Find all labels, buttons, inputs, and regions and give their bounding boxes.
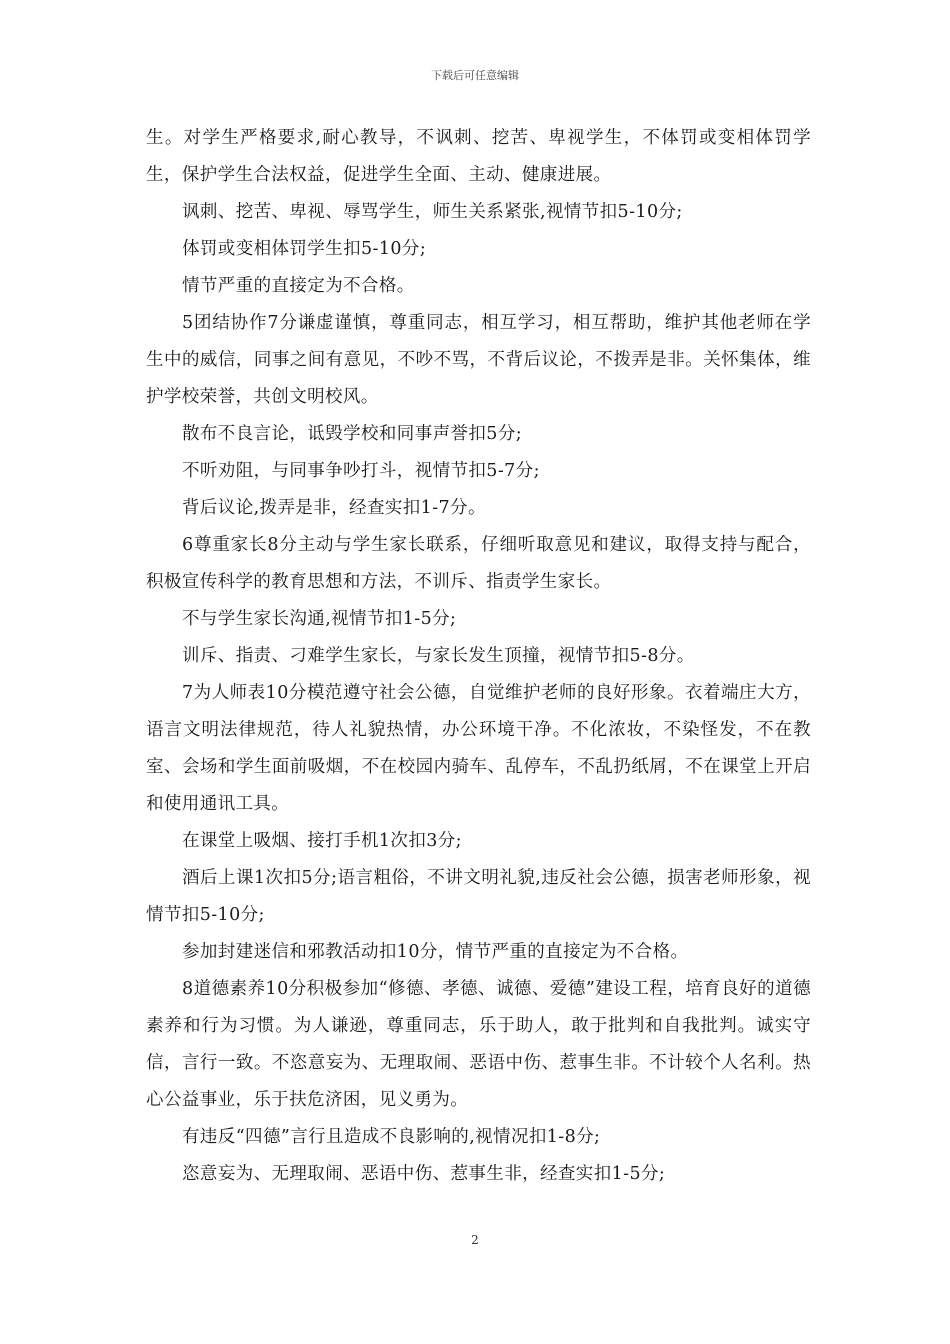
document-body: [146, 120, 811, 1193]
paragraph: 体罚或变相体罚学生扣5-10分;: [182, 239, 427, 259]
paragraph: 讽刺、挖苦、卑视、辱骂学生，师生关系紧张,视情节扣5-10分;: [182, 202, 683, 222]
section-paragraph-6: 6尊重家长8分主动与学生家长联系，仔细听取意见和建议，取得支持与配合，积极宣传科学的教育思想和方法，不训斥、指责学生家长。: [146, 535, 811, 592]
section-paragraph-8: 8道德素养10分积极参加“修德、孝德、诚德、爱德”建设工程，培育良好的道德素养和行为习惯。为人谦逊，尊重同志，乐于助人，敢于批判和自我批判。诚实守信，言行一致。不恣意妄为、无理取闹、恶语中伤、惹事生非。不计较个人名利。热心公益事业，乐于扶危济困，见义勇为。: [146, 979, 811, 1110]
paragraph: 背后议论,拨弄是非，经查实扣1-7分。: [182, 498, 486, 518]
paragraph: 恣意妄为、无理取闹、恶语中伤、惹事生非，经查实扣1-5分;: [182, 1164, 666, 1184]
section-paragraph-7: 7为人师表10分模范遵守社会公德，自觉维护老师的良好形象。衣着端庄大方，语言文明法律规范，待人礼貌热情，办公环境干净。不化浓妆，不染怪发，不在教室、会场和学生面前吸烟，不在校园内骑车、乱停车，不乱扔纸屑，不在课堂上开启和使用通讯工具。: [146, 683, 811, 814]
paragraph: 酒后上课1次扣5分;语言粗俗，不讲文明礼貌,违反社会公德，损害老师形象，视情节扣5-10分;: [146, 868, 811, 925]
section-paragraph-5: 5团结协作7分谦虚谨慎，尊重同志，相互学习，相互帮助，维护其他老师在学生中的威信，同事之间有意见，不吵不骂，不背后议论，不拨弄是非。关怀集体，维护学校荣誉，共创文明校风。: [146, 313, 811, 407]
paragraph: 训斥、指责、刁难学生家长，与家长发生顶撞，视情节扣5-8分。: [182, 646, 695, 666]
page-number: 2: [471, 1233, 479, 1247]
paragraph: 生。对学生严格要求,耐心教导，不讽刺、挖苦、卑视学生，不体罚或变相体罚学生，保护学生合法权益，促进学生全面、主动、健康进展。: [146, 128, 811, 185]
paragraph: 有违反“四德”言行且造成不良影响的,视情况扣1-8分;: [182, 1127, 601, 1147]
paragraph: 情节严重的直接定为不合格。: [182, 276, 415, 296]
paragraph: 参加封建迷信和邪教活动扣10分，情节严重的直接定为不合格。: [182, 942, 689, 962]
paragraph: 在课堂上吸烟、接打手机1次扣3分;: [182, 831, 462, 851]
paragraph: 不听劝阻，与同事争吵打斗，视情节扣5-7分;: [182, 461, 540, 481]
page-header: 下载后可任意编辑: [431, 69, 519, 82]
paragraph: 散布不良言论，诋毁学校和同事声誉扣5分;: [182, 424, 523, 444]
paragraph: 不与学生家长沟通,视情节扣1-5分;: [182, 609, 457, 629]
